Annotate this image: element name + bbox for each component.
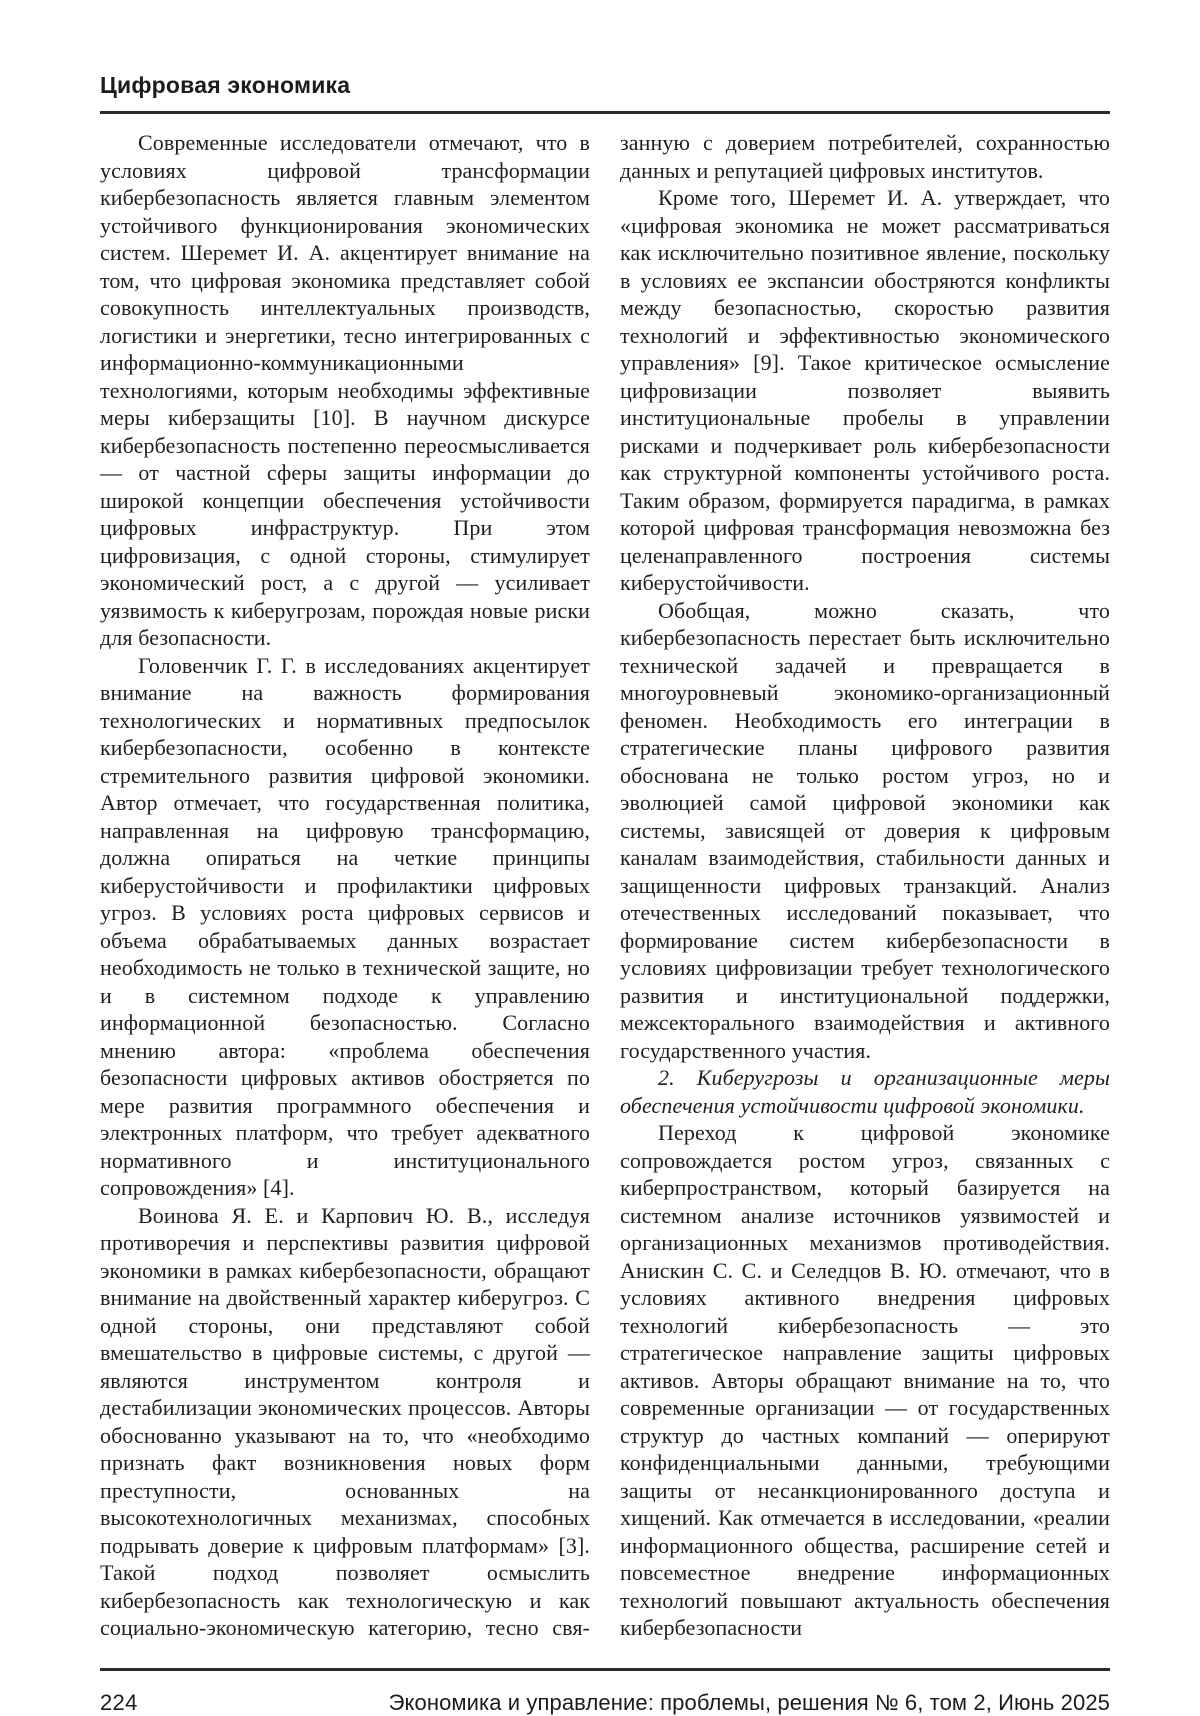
paragraph-modern-researchers: Современные исследователи отмечают, что в условиях цифровой трансформации кибербезопасность является главным элементом устойчивого функционирования экономических систем. Шеремет И. А. акцентирует внимание на том, что цифровая экономика представляет собой совокупность интеллектуальных производств, логистики и энергетики, тесно интегрированных с информационно-коммуникационными технологиями, которым необходимы эффективные меры киберзащиты [10]. В научном дискурсе кибербезопасность постепенно переосмысливается — от частной сферы защиты информации до широкой концепции обеспечения устойчивости цифровых инфраструктур. При этом цифровизация, с одной стороны, стимулирует экономический рост, а с другой — усиливает уязвимость к киберугрозам, порождая новые риски для безопасности. (100, 130, 590, 650)
subsection-heading-cyberthreats: 2. Киберугрозы и организационные меры обеспечения устойчивости цифровой экономики. (620, 1065, 1110, 1118)
page-header (100, 70, 1110, 114)
page-footer (100, 1668, 1110, 1716)
journal-reference: Экономика и управление: проблемы, решения № 6, том 2, Июнь 2025 (388, 1689, 1110, 1715)
section-title: Цифровая экономика (100, 72, 351, 98)
header-rule (100, 111, 1110, 114)
column-left (100, 129, 590, 1642)
paragraph-voinova-karpovich: Воинова Я. Е. и Карпович Ю. В., исследуя противоречия и перспективы развития цифровой экономики в рамках кибербезопасности, обращают внимание на двойственный характер киберугроз. С одной стороны, они представляют собой вмешательство в цифровые системы, с другой — являются инструментом контроля и дестабилизации экономических процессов. Авторы обоснованно указывают на то, что «необходимо признать факт возникновения новых форм преступности, основанных на высокотехнологичных механизмах, способных подрывать доверие к цифровым платформам» [3]. Такой подход позволяет осмыслить кибербезопасность как технологическую и как социально-экономическую категорию, тесно свя- (100, 1202, 590, 1640)
paragraph-sheremet-quote: Кроме того, Шеремет И. А. утверждает, что «цифровая экономика не может рассматриваться как исключительно позитивное явление, поскольку в условиях ее экспансии обостряются конфликты между безопасностью, скоростью развития технологий и эффективностью экономического управления» [9]. Такое критическое осмысление цифровизации позволяет выявить институциональные пробелы в управлении рисками и подчеркивает роль кибербезопасности как структурной компоненты устойчивого роста. Таким образом, формируется парадигма, в рамках которой цифровая трансформация невозможна без целенаправленного построения системы киберустойчивости. (620, 185, 1110, 595)
paragraph-golovenchik: Головенчик Г. Г. в исследованиях акцентирует внимание на важность формирования технологических и нормативных предпосылок кибербезопасности, особенно в контексте стремительного развития цифровой экономики. Автор отмечает, что государственная политика, направленная на цифровую трансформацию, должна опираться на четкие принципы киберустойчивости и профилактики цифровых угроз. В условиях роста цифровых сервисов и объема обрабатываемых данных возрастает необходимость не только в технической защите, но и в системном подходе к управлению информационной безопасностью. Согласно мнению автора: «проблема обеспечения безопасности цифровых активов обостряется по мере развития программного обеспечения и электронных платформ, что требует адекватного нормативного и институционального сопровождения» [4]. (100, 652, 590, 1200)
paragraph-continuation: занную с доверием потребителей, сохранностью данных и репутацией цифровых институтов. (620, 130, 1110, 183)
article-body (100, 129, 1110, 1642)
paragraph-transition-digital-economy: Переход к цифровой экономике сопровождается ростом угроз, связанных с киберпространством, который базируется на системном анализе источников уязвимостей и организационных механизмов противодействия. Анискин С. С. и Селедцов В. Ю. отмечают, что в условиях активного внедрения цифровых технологий кибербезопасность — это стратегическое направление защиты цифровых активов. Авторы обращают внимание на то, что современные организации — от государственных структур до частных компаний — оперируют конфиденциальными данными, требующими защиты от несанкционированного доступа и хищений. Как отмечается в исследовании, «реалии информационного общества, расширение сетей и повсеместное внедрение информационных технологий повышают актуальность обеспечения кибербезопасности (620, 1120, 1110, 1640)
page-number: 224 (100, 1689, 138, 1715)
column-right (620, 129, 1110, 1642)
paragraph-summary: Обобщая, можно сказать, что кибербезопасность перестает быть исключительно технической задачей и превращается в многоуровневый экономико-организационный феномен. Необходимость его интеграции в стратегические планы цифрового развития обоснована не только ростом угроз, но и эволюцией самой цифровой экономики как системы, зависящей от доверия к цифровым каналам взаимодействия, стабильности данных и защищенности цифровых транзакций. Анализ отечественных исследований показывает, что формирование систем кибербезопасности в условиях цифровизации требует технологического развития и институциональной поддержки, межсекторального взаимодействия и активного государственного участия. (620, 597, 1110, 1063)
footer-row (100, 1671, 1110, 1716)
